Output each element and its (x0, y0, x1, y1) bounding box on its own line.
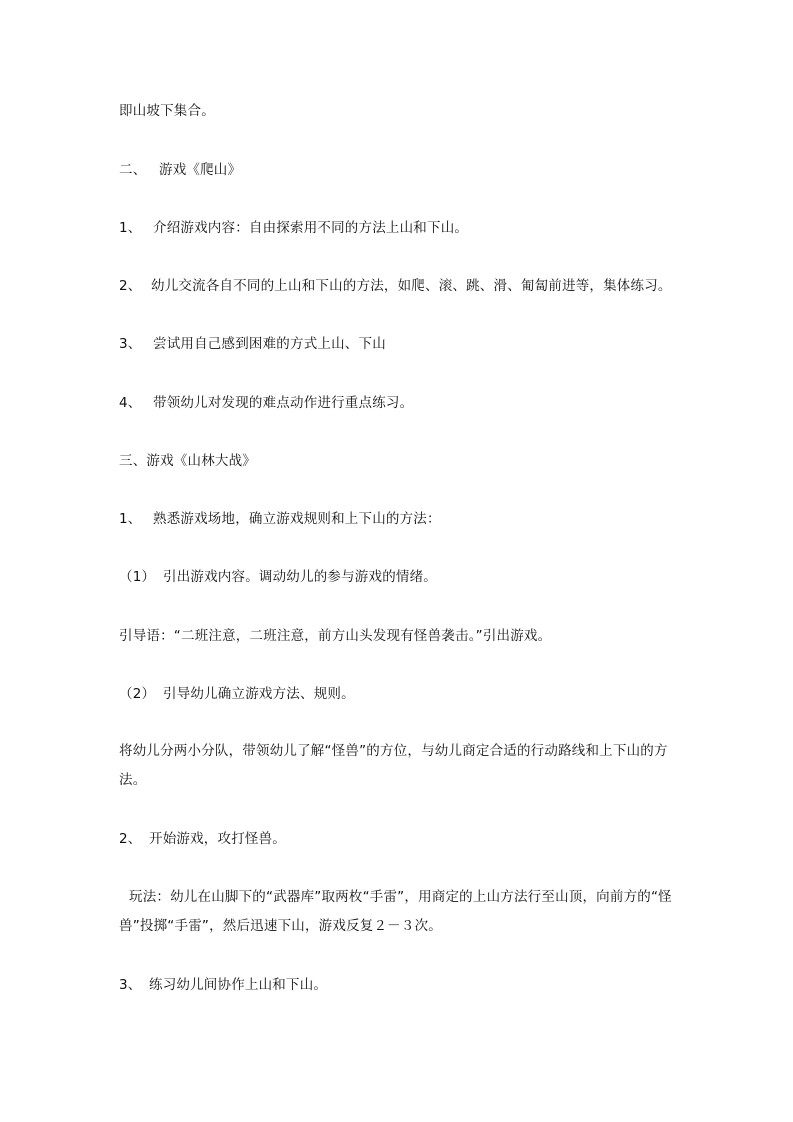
list-text: 幼儿交流各自不同的上山和下山的方法，如爬、滚、跳、滑、匍匐前进等，集体练习。 (151, 278, 672, 294)
list-number: 3、 (119, 336, 142, 352)
section-number: 二、 (119, 162, 147, 178)
list-text: 带领幼儿对发现的难点动作进行重点练习。 (153, 395, 414, 411)
section-title: 三、游戏《山林大战》 (119, 453, 256, 469)
list-number: 4、 (119, 395, 142, 411)
list-item (119, 334, 386, 354)
guiding-words (119, 626, 551, 646)
list-item (119, 276, 672, 296)
sub-list-item (119, 684, 355, 704)
paragraph-text: 玩法：幼儿在山脚下的“武器库”取两枚“手雷”，用商定的上山方法行至山顶，向前方的“怪兽”投掷“手雷”，然后迅速下山，游戏反复２－３次。 (119, 889, 672, 934)
list-number: 2、 (119, 278, 142, 294)
section-heading-climbing (119, 160, 241, 180)
list-text: 开始游戏，攻打怪兽。 (149, 831, 286, 847)
sub-list-item (119, 567, 437, 587)
paragraph-text: 将幼儿分两小分队，带领幼儿了解“怪兽”的方位，与幼儿商定合适的行动路线和上下山的方法。 (119, 743, 668, 788)
list-item (119, 218, 468, 238)
section-heading-forest-battle (119, 451, 256, 471)
paragraph-grouping (119, 737, 679, 795)
list-number: 1、 (119, 511, 142, 527)
sub-list-number: （1） (119, 569, 156, 585)
paragraph-text: 引导语：“二班注意，二班注意，前方山头发现有怪兽袭击。”引出游戏。 (119, 628, 552, 644)
list-item (119, 509, 441, 529)
list-number: 2、 (119, 831, 142, 847)
list-text: 介绍游戏内容：自由探索用不同的方法上山和下山。 (153, 220, 469, 236)
list-text: 尝试用自己感到困难的方式上山、下山 (153, 336, 386, 352)
list-text: 引出游戏内容。调动幼儿的参与游戏的情绪。 (163, 569, 437, 585)
paragraph-continuation (119, 101, 215, 121)
section-title: 游戏《爬山》 (159, 162, 242, 178)
list-number: 3、 (119, 977, 142, 993)
sub-list-number: （2） (119, 686, 156, 702)
list-number: 1、 (119, 220, 142, 236)
paragraph-gameplay (119, 883, 679, 941)
list-text: 熟悉游戏场地，确立游戏规则和上下山的方法： (153, 511, 441, 527)
list-item (119, 393, 413, 413)
paragraph-text: 即山坡下集合。 (119, 103, 215, 119)
list-item (119, 829, 286, 849)
list-item (119, 975, 327, 995)
list-text: 练习幼儿间协作上山和下山。 (149, 977, 328, 993)
list-text: 引导幼儿确立游戏方法、规则。 (163, 686, 355, 702)
